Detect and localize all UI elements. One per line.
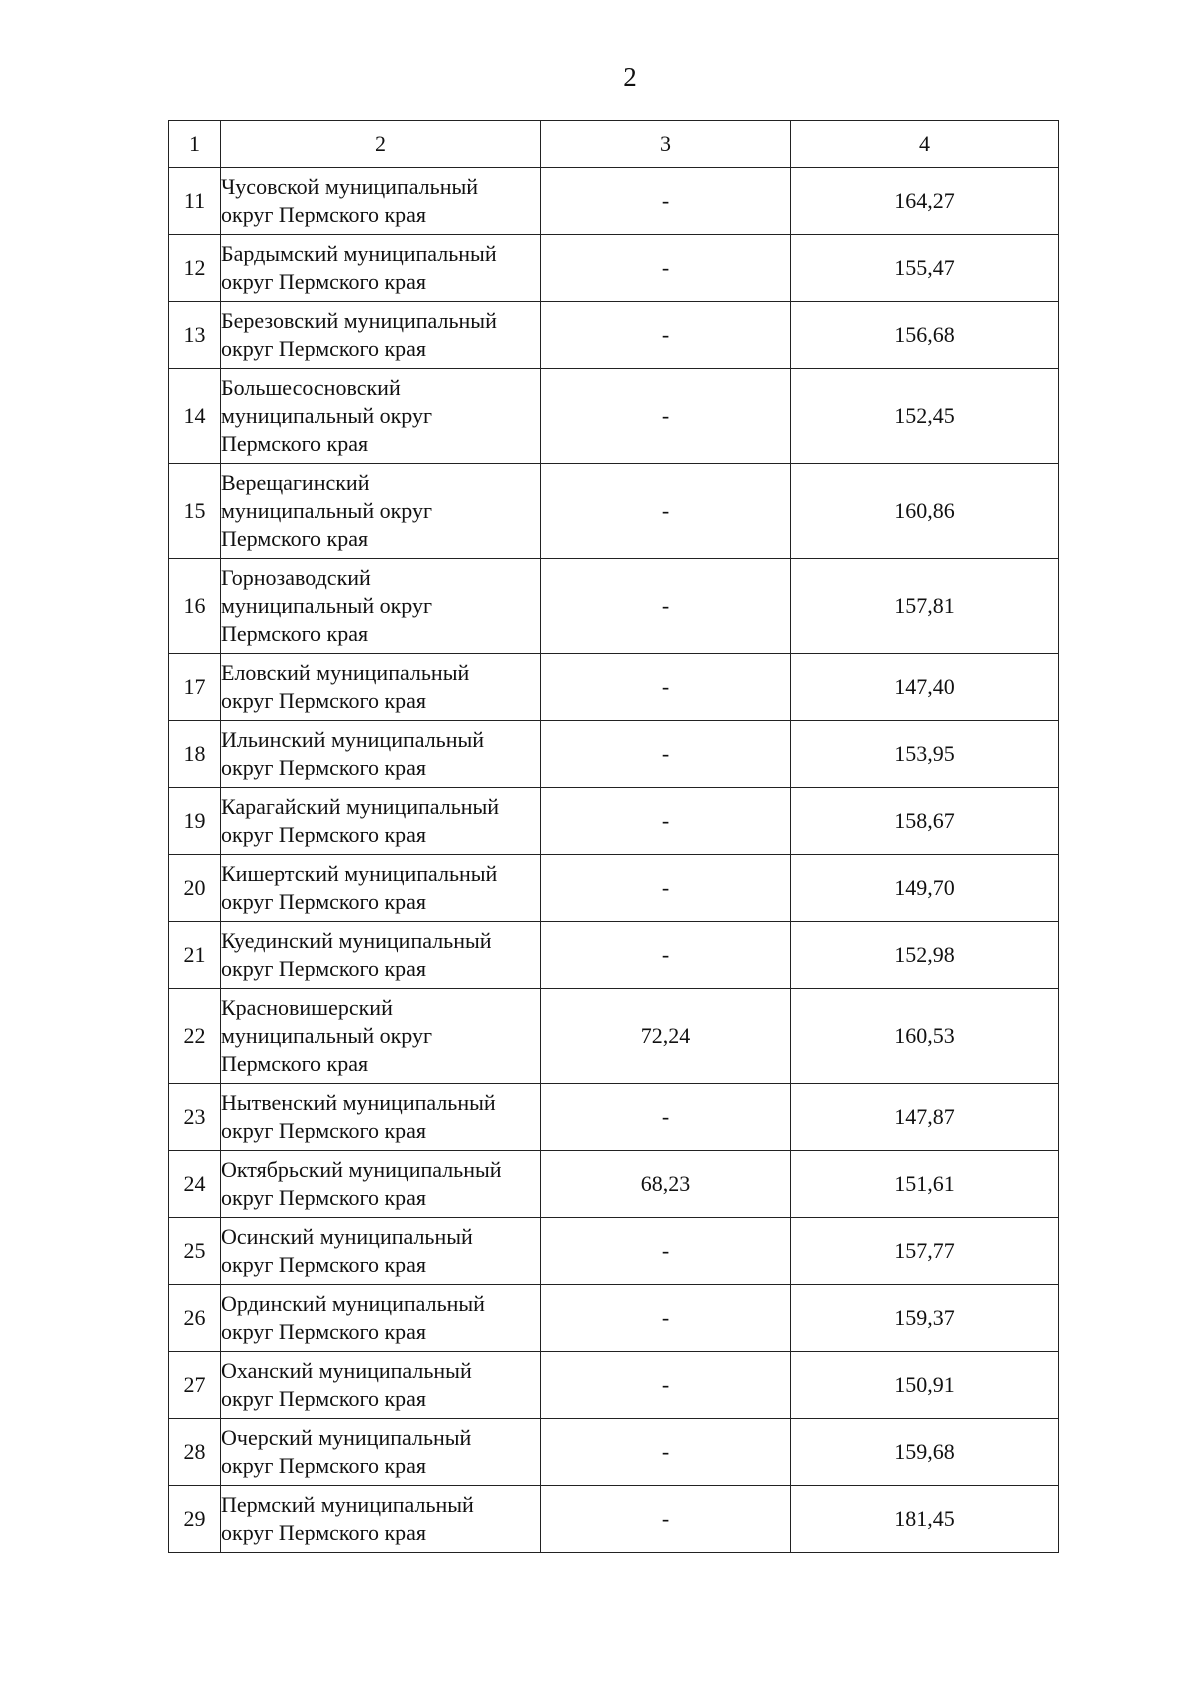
district-name-cell — [221, 1285, 541, 1352]
table-row — [169, 559, 1059, 654]
column-3-value-cell: - — [541, 788, 791, 855]
column-3-value-cell: - — [541, 721, 791, 788]
column-header-3: 3 — [541, 121, 791, 168]
table-row — [169, 721, 1059, 788]
district-name-cell — [221, 1486, 541, 1553]
district-name-cell — [221, 654, 541, 721]
district-name-line: Ординский муниципальный — [221, 1291, 485, 1316]
column-3-value-cell: - — [541, 1352, 791, 1419]
district-name-line: округ Пермского края — [221, 1386, 427, 1411]
row-number-cell: 28 — [169, 1419, 221, 1486]
district-name-line: округ Пермского края — [221, 336, 427, 361]
row-number-cell: 12 — [169, 235, 221, 302]
row-number-cell: 16 — [169, 559, 221, 654]
district-name-cell — [221, 855, 541, 922]
district-name-line: округ Пермского края — [221, 889, 427, 914]
row-number-cell: 23 — [169, 1084, 221, 1151]
district-name-line: Куединский муниципальный — [221, 928, 492, 953]
district-name-cell — [221, 1218, 541, 1285]
district-name-line: Нытвенский муниципальный — [221, 1090, 496, 1115]
district-name-cell — [221, 168, 541, 235]
column-4-value-cell: 159,37 — [791, 1285, 1059, 1352]
row-number-cell: 27 — [169, 1352, 221, 1419]
column-4-value-cell: 160,53 — [791, 989, 1059, 1084]
row-number-cell: 22 — [169, 989, 221, 1084]
table-header-row — [169, 121, 1059, 168]
district-name-line: муниципальный округ — [221, 498, 433, 523]
district-name-line: Пермский муниципальный — [221, 1492, 474, 1517]
district-name-cell — [221, 369, 541, 464]
column-3-value-cell: - — [541, 855, 791, 922]
column-header-4: 4 — [791, 121, 1059, 168]
row-number-cell: 13 — [169, 302, 221, 369]
district-name-cell — [221, 559, 541, 654]
column-4-value-cell: 149,70 — [791, 855, 1059, 922]
column-4-value-cell: 151,61 — [791, 1151, 1059, 1218]
column-4-value-cell: 157,77 — [791, 1218, 1059, 1285]
district-name-line: округ Пермского края — [221, 1520, 427, 1545]
district-name-line: муниципальный округ — [221, 593, 433, 618]
district-name-line: округ Пермского края — [221, 755, 427, 780]
district-name-line: Верещагинский — [221, 470, 370, 495]
column-3-value-cell: - — [541, 168, 791, 235]
row-number-cell: 21 — [169, 922, 221, 989]
row-number-cell: 20 — [169, 855, 221, 922]
district-name-line: Горнозаводский — [221, 565, 371, 590]
row-number-cell: 29 — [169, 1486, 221, 1553]
district-name-cell — [221, 302, 541, 369]
district-name-cell — [221, 235, 541, 302]
column-4-value-cell: 147,40 — [791, 654, 1059, 721]
table-row — [169, 1352, 1059, 1419]
district-name-line: муниципальный округ — [221, 403, 433, 428]
column-4-value-cell: 159,68 — [791, 1419, 1059, 1486]
column-header-2: 2 — [221, 121, 541, 168]
district-name-line: Очерский муниципальный — [221, 1425, 472, 1450]
district-name-line: округ Пермского края — [221, 1453, 427, 1478]
district-name-line: Красновишерский — [221, 995, 393, 1020]
column-4-value-cell: 160,86 — [791, 464, 1059, 559]
district-name-cell — [221, 1151, 541, 1218]
column-3-value-cell: - — [541, 302, 791, 369]
district-name-cell — [221, 1419, 541, 1486]
district-name-line: Осинский муниципальный — [221, 1224, 473, 1249]
district-name-line: округ Пермского края — [221, 202, 427, 227]
table-body — [169, 121, 1059, 1553]
table-row — [169, 369, 1059, 464]
page-number: 2 — [623, 62, 637, 92]
district-name-line: Ильинский муниципальный — [221, 727, 485, 752]
column-4-value-cell: 147,87 — [791, 1084, 1059, 1151]
data-table — [168, 120, 1059, 1553]
row-number-cell: 18 — [169, 721, 221, 788]
district-name-line: Чусовской муниципальный — [221, 174, 479, 199]
district-name-cell — [221, 464, 541, 559]
column-3-value-cell: - — [541, 654, 791, 721]
row-number-cell: 25 — [169, 1218, 221, 1285]
table-row — [169, 1486, 1059, 1553]
district-name-line: Бардымский муниципальный — [221, 241, 497, 266]
column-3-value-cell: - — [541, 922, 791, 989]
column-4-value-cell: 157,81 — [791, 559, 1059, 654]
table-row — [169, 654, 1059, 721]
table-row — [169, 989, 1059, 1084]
column-3-value-cell: 68,23 — [541, 1151, 791, 1218]
district-name-cell — [221, 1084, 541, 1151]
district-name-line: Карагайский муниципальный — [221, 794, 500, 819]
table-row — [169, 302, 1059, 369]
column-4-value-cell: 158,67 — [791, 788, 1059, 855]
column-3-value-cell: - — [541, 1486, 791, 1553]
row-number-cell: 24 — [169, 1151, 221, 1218]
row-number-cell: 14 — [169, 369, 221, 464]
district-name-line: Оханский муниципальный — [221, 1358, 472, 1383]
column-3-value-cell: - — [541, 235, 791, 302]
row-number-cell: 17 — [169, 654, 221, 721]
table-row — [169, 788, 1059, 855]
row-number-cell: 26 — [169, 1285, 221, 1352]
table-row — [169, 168, 1059, 235]
column-3-value-cell: - — [541, 1285, 791, 1352]
column-4-value-cell: 156,68 — [791, 302, 1059, 369]
district-name-line: муниципальный округ — [221, 1023, 433, 1048]
district-name-cell — [221, 922, 541, 989]
table-row — [169, 235, 1059, 302]
district-name-line: Еловский муниципальный — [221, 660, 470, 685]
row-number-cell: 19 — [169, 788, 221, 855]
district-name-line: округ Пермского края — [221, 822, 427, 847]
district-name-cell — [221, 1352, 541, 1419]
table-row — [169, 464, 1059, 559]
column-header-1: 1 — [169, 121, 221, 168]
column-4-value-cell: 155,47 — [791, 235, 1059, 302]
column-4-value-cell: 152,98 — [791, 922, 1059, 989]
column-3-value-cell: - — [541, 464, 791, 559]
column-4-value-cell: 150,91 — [791, 1352, 1059, 1419]
column-3-value-cell: - — [541, 1218, 791, 1285]
district-name-line: Октябрьский муниципальный — [221, 1157, 502, 1182]
district-name-cell — [221, 989, 541, 1084]
district-name-line: Березовский муниципальный — [221, 308, 497, 333]
column-3-value-cell: 72,24 — [541, 989, 791, 1084]
district-name-line: округ Пермского края — [221, 1319, 427, 1344]
district-name-cell — [221, 788, 541, 855]
district-name-line: Пермского края — [221, 621, 369, 646]
row-number-cell: 11 — [169, 168, 221, 235]
district-name-line: Кишертский муниципальный — [221, 861, 498, 886]
district-name-line: Пермского края — [221, 431, 369, 456]
table-row — [169, 1151, 1059, 1218]
column-3-value-cell: - — [541, 559, 791, 654]
district-name-line: округ Пермского края — [221, 1185, 427, 1210]
table-row — [169, 1285, 1059, 1352]
district-name-line: Пермского края — [221, 526, 369, 551]
district-name-line: округ Пермского края — [221, 1118, 427, 1143]
district-name-line: округ Пермского края — [221, 1252, 427, 1277]
column-3-value-cell: - — [541, 369, 791, 464]
district-name-cell — [221, 721, 541, 788]
column-4-value-cell: 152,45 — [791, 369, 1059, 464]
table-row — [169, 922, 1059, 989]
district-name-line: округ Пермского края — [221, 956, 427, 981]
column-4-value-cell: 181,45 — [791, 1486, 1059, 1553]
table-row — [169, 1419, 1059, 1486]
row-number-cell: 15 — [169, 464, 221, 559]
table-row — [169, 1084, 1059, 1151]
table-row — [169, 855, 1059, 922]
column-4-value-cell: 153,95 — [791, 721, 1059, 788]
district-name-line: округ Пермского края — [221, 688, 427, 713]
column-3-value-cell: - — [541, 1084, 791, 1151]
column-4-value-cell: 164,27 — [791, 168, 1059, 235]
column-3-value-cell: - — [541, 1419, 791, 1486]
district-name-line: Большесосновский — [221, 375, 401, 400]
district-name-line: Пермского края — [221, 1051, 369, 1076]
district-name-line: округ Пермского края — [221, 269, 427, 294]
table-row — [169, 1218, 1059, 1285]
